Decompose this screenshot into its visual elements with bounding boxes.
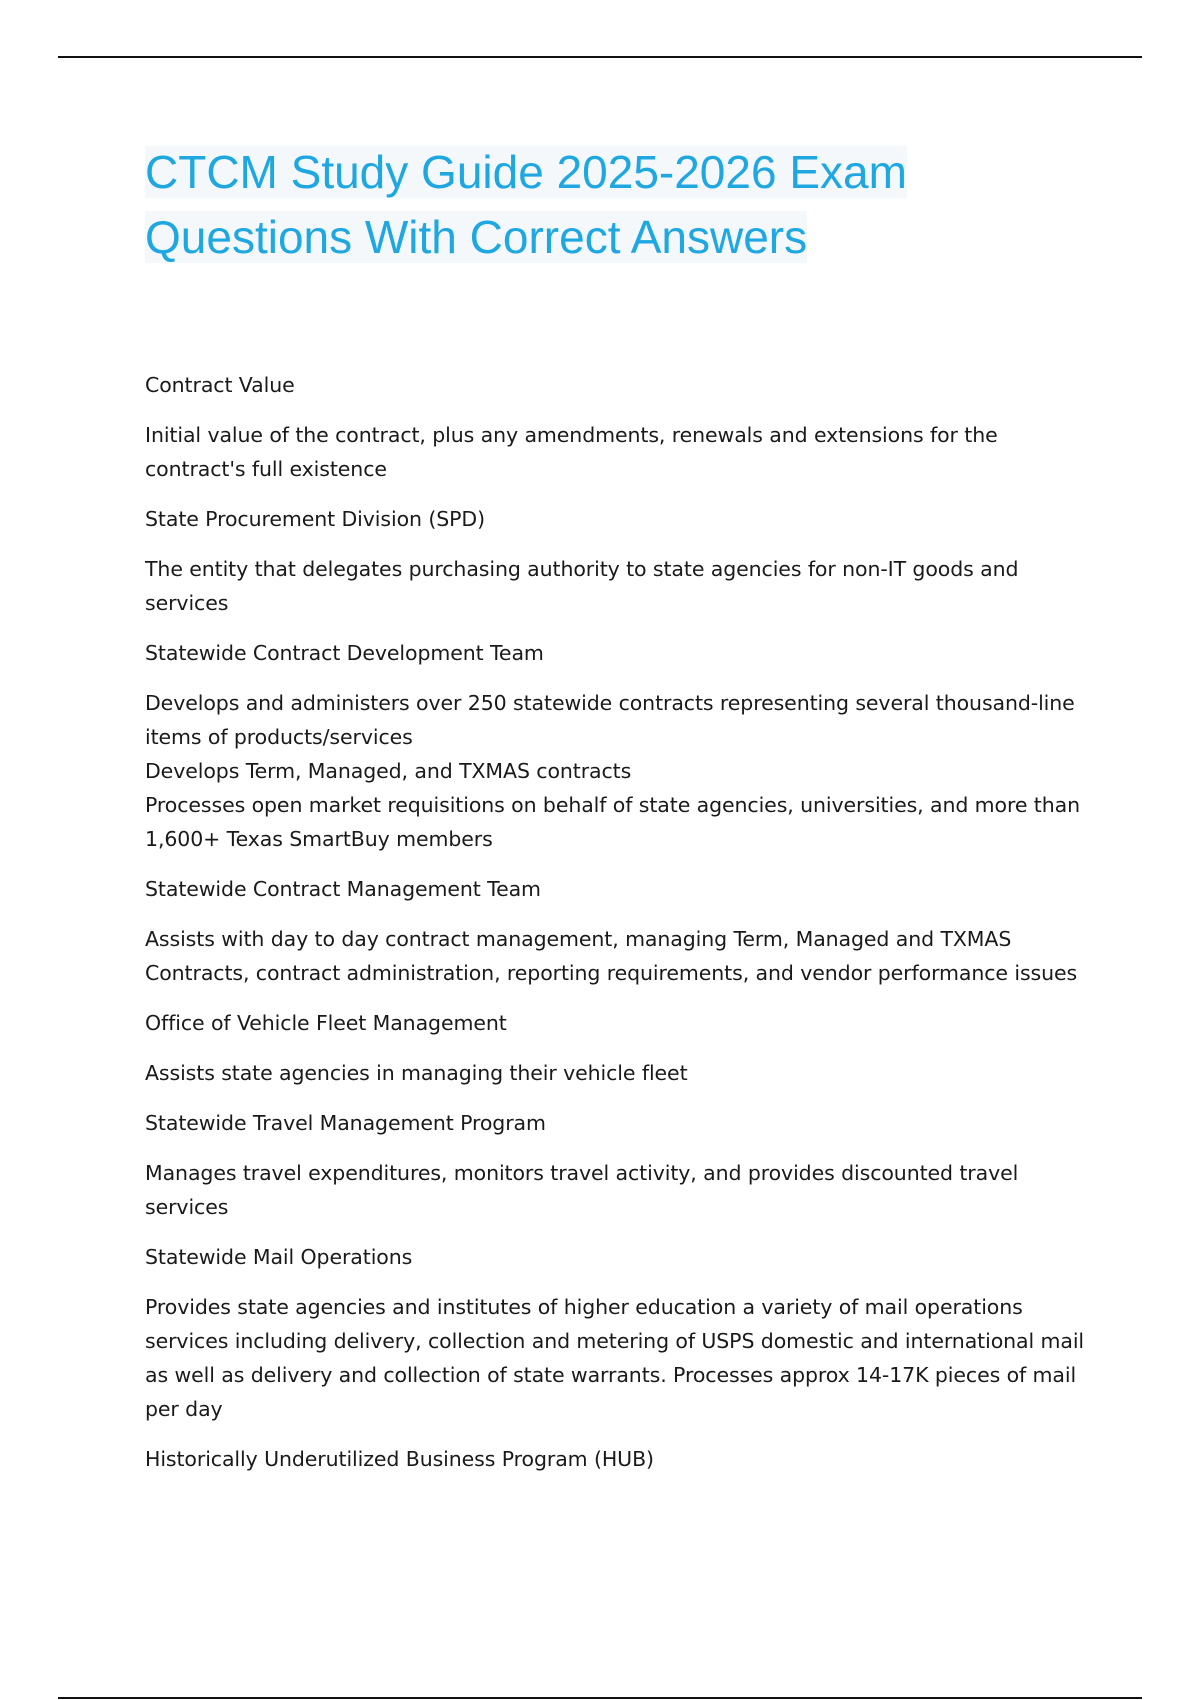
top-divider <box>58 56 1142 58</box>
definition-line: The entity that delegates purchasing authority to state agencies for non-IT goods and services <box>145 557 1019 615</box>
definition-line: Assists with day to day contract management, managing Term, Managed and TXMAS Contracts, contract administration, reporting requirements, and vendor performance issues <box>145 927 1078 985</box>
definition-line: Manages travel expenditures, monitors travel activity, and provides discounted travel services <box>145 1161 1019 1219</box>
definition-7 <box>145 1290 1095 1426</box>
document-title <box>145 140 1125 270</box>
term-3: Statewide Contract Development Team <box>145 641 544 665</box>
definition-6 <box>145 1156 1095 1224</box>
definition-line: Provides state agencies and institutes of higher education a variety of mail operations services including delivery, collection and metering of USPS domestic and international mail as well as delivery and collection of state warrants. Processes approx 14-17K pieces of mail per day <box>145 1295 1085 1421</box>
title-line-1: CTCM Study Guide 2025-2026 Exam <box>145 146 907 198</box>
definition-3 <box>145 686 1095 856</box>
definition-5 <box>145 1056 1095 1090</box>
term-4: Statewide Contract Management Team <box>145 877 541 901</box>
term-6: Statewide Travel Management Program <box>145 1111 546 1135</box>
term-5: Office of Vehicle Fleet Management <box>145 1011 507 1035</box>
definition-1 <box>145 418 1095 486</box>
definition-4 <box>145 922 1095 990</box>
term-1: Contract Value <box>145 373 295 397</box>
term-2: State Procurement Division (SPD) <box>145 507 485 531</box>
title-line-2: Questions With Correct Answers <box>145 211 808 263</box>
term-7: Statewide Mail Operations <box>145 1245 413 1269</box>
definition-line: Develops and administers over 250 statewide contracts representing several thousand-line items of products/services <box>145 691 1075 749</box>
definition-2 <box>145 552 1095 620</box>
definition-line: Assists state agencies in managing their vehicle fleet <box>145 1061 688 1085</box>
definition-line: Processes open market requisitions on behalf of state agencies, universities, and more than 1,600+ Texas SmartBuy members <box>145 793 1080 851</box>
definition-line: Develops Term, Managed, and TXMAS contracts <box>145 759 632 783</box>
term-8: Historically Underutilized Business Program (HUB) <box>145 1447 654 1471</box>
flashcard-list <box>145 368 1095 1492</box>
definition-line: Initial value of the contract, plus any amendments, renewals and extensions for the contract's full existence <box>145 423 998 481</box>
bottom-divider <box>58 1697 1142 1699</box>
